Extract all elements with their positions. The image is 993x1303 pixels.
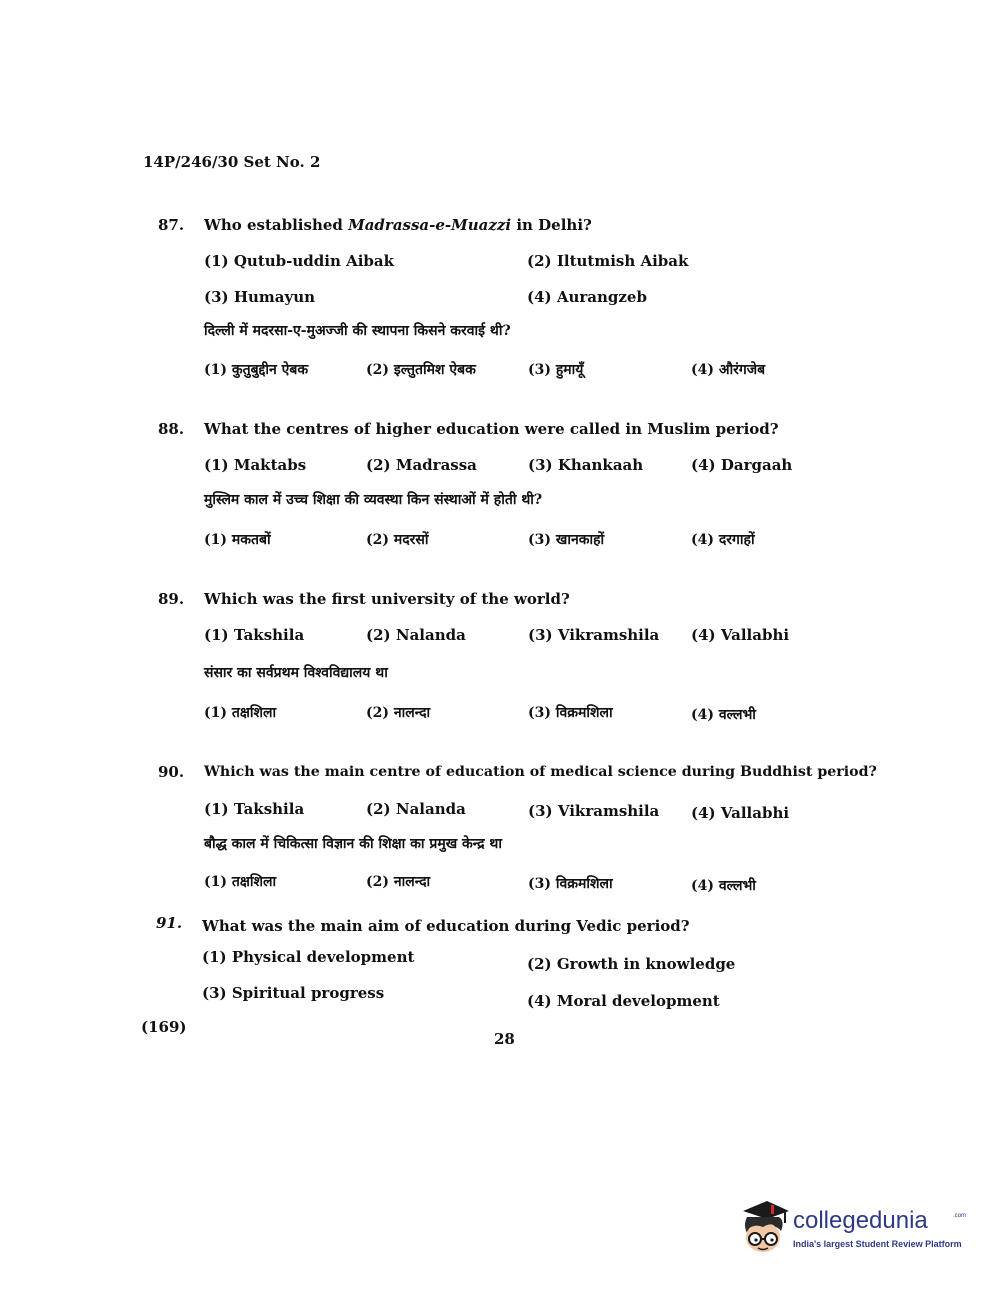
option-3: (3) Spiritual progress [202, 984, 385, 1002]
footer-code: (169) [141, 1018, 187, 1036]
question-text-hindi: मुस्लिम काल में उच्च शिक्षा की व्यवस्था किन संस्थाओं में होती थी? [204, 492, 543, 508]
question-text: What the centres of higher education were called in Muslim period? [204, 420, 779, 438]
question-text-hindi: दिल्ली में मदरसा-ए-मुअज्जी की स्थापना किसने करवाई थी? [204, 323, 511, 339]
option-1-hindi: (1) तक्षशिला [204, 705, 277, 721]
student-mascot-icon [735, 1195, 793, 1259]
question-text-part: in Delhi? [511, 216, 592, 234]
paper-code-header: 14P/246/30 Set No. 2 [143, 153, 321, 171]
option-3-hindi: (3) विक्रमशिला [528, 876, 613, 892]
option-1: (1) Physical development [202, 948, 415, 966]
option-1-hindi: (1) मकतबों [204, 532, 271, 548]
option-3-hindi: (3) हुमायूँ [528, 362, 584, 378]
question-number: 90. [158, 763, 185, 781]
option-1-hindi: (1) कुतुबुद्दीन ऐबक [204, 362, 309, 378]
question-number: 89. [158, 590, 185, 608]
question-text-hindi: बौद्ध काल में चिकित्सा विज्ञान की शिक्षा का प्रमुख केन्द्र था [204, 836, 502, 852]
question-text: What was the main aim of education during Vedic period? [202, 917, 690, 935]
option-4-hindi: (4) वल्लभी [691, 878, 756, 894]
option-2-hindi: (2) मदरसों [366, 532, 429, 548]
question-number: 88. [158, 420, 185, 438]
collegedunia-logo [735, 1195, 965, 1265]
page-number: 28 [494, 1030, 515, 1048]
option-3-hindi: (3) विक्रमशिला [528, 705, 613, 721]
option-3: (3) Vikramshila [528, 626, 660, 644]
logo-tagline: India's largest Student Review Platform [793, 1239, 962, 1249]
option-3: (3) Vikramshila [528, 802, 660, 820]
option-2: (2) Growth in knowledge [527, 955, 736, 973]
option-2: (2) Nalanda [366, 626, 466, 644]
option-4-hindi: (4) वल्लभी [691, 707, 756, 723]
option-4-hindi: (4) औरंगजेब [691, 362, 766, 378]
option-2: (2) Iltutmish Aibak [527, 252, 689, 270]
option-1: (1) Takshila [204, 800, 305, 818]
option-1: (1) Maktabs [204, 456, 307, 474]
option-4: (4) Aurangzeb [527, 288, 647, 306]
option-4: (4) Vallabhi [691, 626, 790, 644]
question-text [204, 216, 592, 234]
question-number: 91. [156, 914, 183, 932]
option-3: (3) Khankaah [528, 456, 644, 474]
question-text-hindi: संसार का सर्वप्रथम विश्वविद्यालय था [204, 665, 388, 681]
question-text: Which was the main centre of education of medical science during Buddhist period? [204, 764, 877, 780]
logo-brand-suffix: .com [953, 1213, 967, 1219]
option-4: (4) Vallabhi [691, 804, 790, 822]
logo-brand: collegedunia [793, 1207, 928, 1234]
question-text-part: Who established [204, 216, 349, 234]
option-4: (4) Dargaah [691, 456, 793, 474]
option-1: (1) Takshila [204, 626, 305, 644]
question-text-italic: Madrassa-e-Muazzi [348, 216, 512, 234]
option-3: (3) Humayun [204, 288, 316, 306]
option-2-hindi: (2) नालन्दा [366, 874, 431, 890]
option-1-hindi: (1) तक्षशिला [204, 874, 277, 890]
option-4-hindi: (4) दरगाहों [691, 532, 755, 548]
option-2-hindi: (2) नालन्दा [366, 705, 431, 721]
question-number: 87. [158, 216, 185, 234]
option-2: (2) Nalanda [366, 800, 466, 818]
option-2: (2) Madrassa [366, 456, 477, 474]
option-3-hindi: (3) खानकाहों [528, 532, 605, 548]
option-1: (1) Qutub-uddin Aibak [204, 252, 395, 270]
option-4: (4) Moral development [527, 992, 720, 1010]
question-text: Which was the first university of the world? [204, 590, 570, 608]
option-2-hindi: (2) इल्तुतमिश ऐबक [366, 362, 476, 378]
